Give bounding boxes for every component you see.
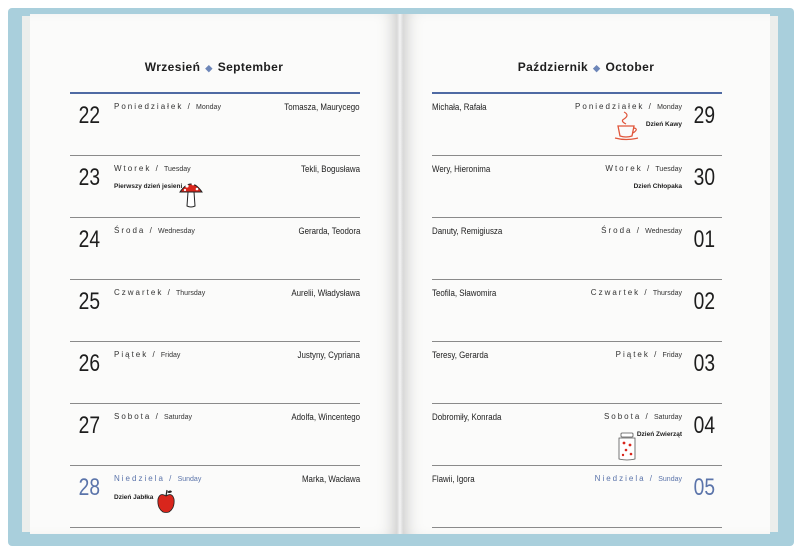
coffee-cup-icon — [614, 110, 640, 142]
day-row — [70, 94, 360, 156]
day-row — [432, 404, 722, 466]
name-day-names: Aurelii, Władysława — [291, 288, 360, 298]
month-name-en: September — [217, 60, 284, 74]
day-name: Sobota / Saturday — [603, 412, 682, 421]
day-number: 01 — [693, 226, 716, 253]
day-number: 28 — [78, 474, 101, 501]
day-row — [70, 280, 360, 342]
day-name: Czwartek / Thursday — [114, 288, 206, 297]
day-number: 04 — [693, 412, 716, 439]
day-number: 29 — [693, 102, 716, 129]
day-name: Środa / Wednesday — [114, 226, 195, 235]
day-row — [70, 342, 360, 404]
event-label: Pierwszy dzień jesieni — [114, 183, 183, 190]
day-name: Czwartek / Thursday — [590, 288, 682, 297]
day-name: Wtorek / Tuesday — [605, 164, 682, 173]
month-title-october — [402, 60, 770, 74]
day-number: 27 — [78, 412, 101, 439]
day-row — [70, 156, 360, 218]
day-name: Poniedziałek / Monday — [114, 102, 221, 111]
day-number: 25 — [78, 288, 101, 315]
day-name: Środa / Wednesday — [601, 226, 682, 235]
day-row — [432, 94, 722, 156]
event-label: Dzień Zwierząt — [636, 431, 682, 438]
day-number: 05 — [693, 474, 716, 501]
day-row — [70, 404, 360, 466]
name-day-names: Danuty, Remigiusza — [432, 226, 503, 236]
day-number: 24 — [78, 226, 101, 253]
month-name-pl: Październik — [517, 60, 589, 74]
month-name-pl: Wrzesień — [144, 60, 201, 74]
name-day-names: Wery, Hieronima — [432, 164, 491, 174]
day-name: Sobota / Saturday — [114, 412, 193, 421]
name-day-names: Flawii, Igora — [432, 474, 475, 484]
left-page — [30, 14, 398, 534]
day-row — [432, 342, 722, 404]
name-day-names: Dobromiły, Konrada — [432, 412, 502, 422]
name-day-names: Marka, Wacława — [301, 474, 360, 484]
day-name: Piątek / Friday — [615, 350, 682, 359]
name-day-names: Adolfa, Wincentego — [291, 412, 360, 422]
day-row — [70, 218, 360, 280]
separator-icon: ◆ — [593, 63, 601, 73]
day-name: Poniedziałek / Monday — [575, 102, 682, 111]
mushroom-icon — [178, 178, 204, 210]
day-row — [70, 466, 360, 528]
event-label: Dzień Kawy — [645, 121, 682, 128]
day-name: Wtorek / Tuesday — [114, 164, 191, 173]
day-row — [432, 218, 722, 280]
name-day-names: Tomasza, Maurycego — [284, 102, 360, 112]
day-number: 02 — [693, 288, 716, 315]
month-name-en: October — [605, 60, 655, 74]
day-number: 03 — [693, 350, 716, 377]
event-label: Dzień Jabłka — [114, 494, 154, 501]
right-page — [402, 14, 770, 534]
name-day-names: Justyny, Cypriana — [297, 350, 360, 360]
day-row — [432, 466, 722, 528]
page-edge-left — [22, 16, 30, 532]
day-name: Niedziela / Sunday — [594, 474, 682, 483]
day-name: Niedziela / Sunday — [114, 474, 202, 483]
name-day-names: Tekli, Bogusława — [300, 164, 360, 174]
name-day-names: Gerarda, Teodora — [298, 226, 360, 236]
separator-icon: ◆ — [205, 63, 213, 73]
name-day-names: Michała, Rafała — [432, 102, 487, 112]
day-number: 22 — [78, 102, 101, 129]
day-name: Piątek / Friday — [114, 350, 181, 359]
event-label: Dzień Chłopaka — [633, 183, 682, 190]
name-day-names: Teresy, Gerarda — [432, 350, 489, 360]
animal-jar-icon — [616, 432, 638, 462]
book-spine — [397, 14, 403, 534]
day-number: 26 — [78, 350, 101, 377]
day-row — [432, 280, 722, 342]
name-day-names: Teofila, Sławomira — [432, 288, 497, 298]
day-number: 23 — [78, 164, 101, 191]
page-edge-right — [770, 16, 778, 532]
month-title-september — [30, 60, 398, 74]
apple-icon — [156, 488, 176, 514]
day-row — [432, 156, 722, 218]
day-number: 30 — [693, 164, 716, 191]
